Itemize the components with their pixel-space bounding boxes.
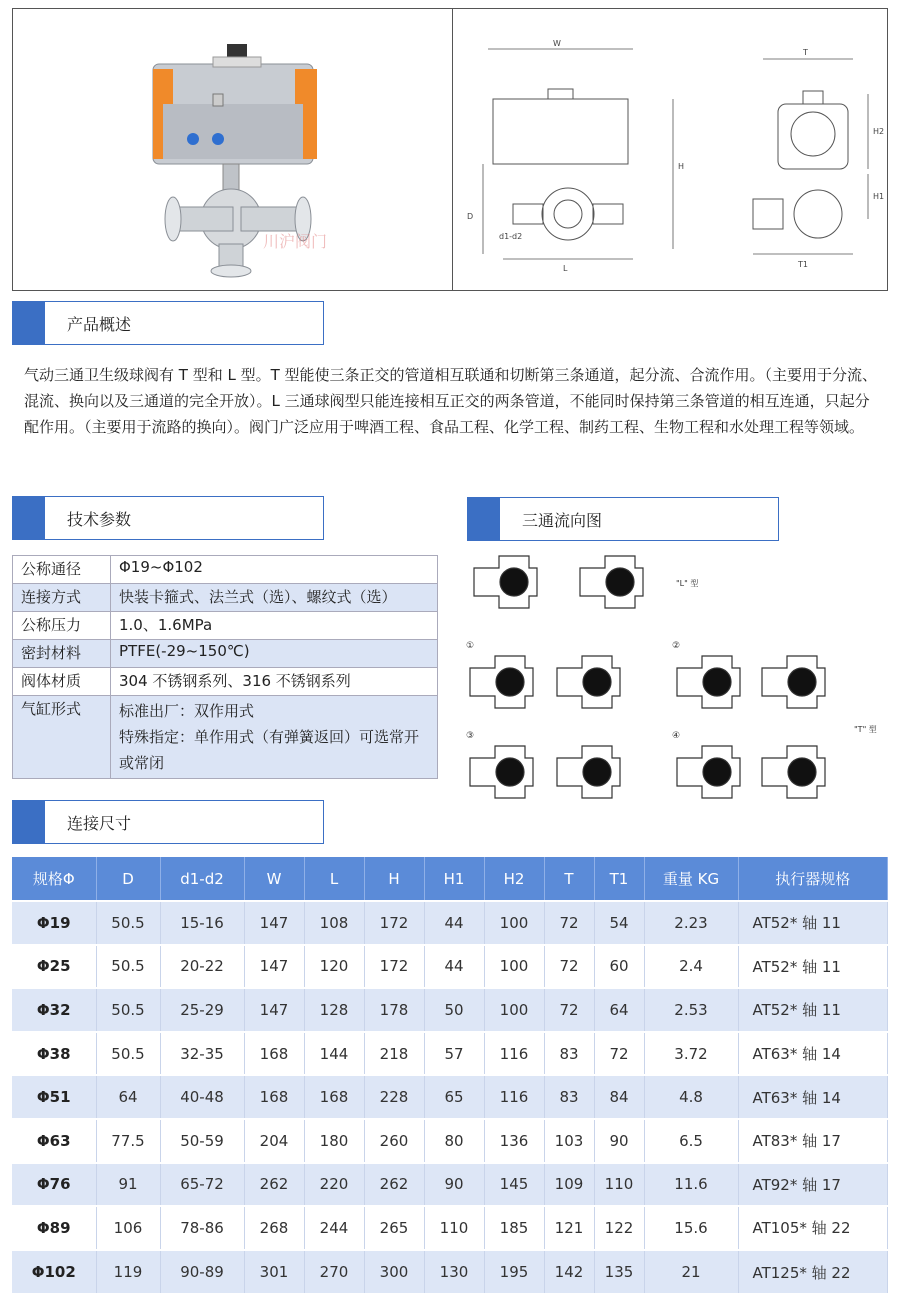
table-cell: 50.5 <box>96 901 160 945</box>
table-cell: 172 <box>364 901 424 945</box>
spec-cell: Φ89 <box>12 1206 96 1250</box>
label-D: D <box>467 212 474 221</box>
table-cell: AT125* 轴 22 <box>738 1250 888 1294</box>
table-cell: 65 <box>424 1075 484 1119</box>
table-cell: 64 <box>594 988 644 1032</box>
param-value: 1.0、1.6MPa <box>111 612 438 640</box>
table-cell: 109 <box>544 1163 594 1207</box>
table-cell: 32-35 <box>160 1032 244 1076</box>
table-cell: 78-86 <box>160 1206 244 1250</box>
table-cell: AT52* 轴 11 <box>738 945 888 989</box>
col-header: T1 <box>594 857 644 901</box>
table-cell: 147 <box>244 901 304 945</box>
table-cell: 2.4 <box>644 945 738 989</box>
col-header: d1-d2 <box>160 857 244 901</box>
col-header: W <box>244 857 304 901</box>
label-H: H <box>678 162 685 171</box>
table-cell: 72 <box>544 945 594 989</box>
label-H2: H2 <box>873 127 885 136</box>
flow-title: 三通流向图 <box>522 510 603 530</box>
table-cell: 25-29 <box>160 988 244 1032</box>
table-cell: AT83* 轴 17 <box>738 1119 888 1163</box>
param-value-line: 标准出厂：双作用式 <box>119 702 255 720</box>
product-photo <box>13 9 453 290</box>
table-cell: 145 <box>484 1163 544 1207</box>
table-cell: 21 <box>644 1250 738 1294</box>
param-key: 公称通径 <box>13 556 111 584</box>
table-cell: 122 <box>594 1206 644 1250</box>
table-cell: 106 <box>96 1206 160 1250</box>
table-cell: 50.5 <box>96 945 160 989</box>
table-cell: 15-16 <box>160 901 244 945</box>
table-cell: 119 <box>96 1250 160 1294</box>
table-cell: 50.5 <box>96 988 160 1032</box>
table-row <box>12 1075 888 1119</box>
dims-title: 连接尺寸 <box>67 813 132 833</box>
spec-cell: Φ51 <box>12 1075 96 1119</box>
table-cell: 135 <box>594 1250 644 1294</box>
table-cell: 262 <box>364 1163 424 1207</box>
table-cell: 40-48 <box>160 1075 244 1119</box>
table-cell: 301 <box>244 1250 304 1294</box>
param-row <box>13 612 438 640</box>
flow-num: ② <box>672 641 681 651</box>
table-cell: AT105* 轴 22 <box>738 1206 888 1250</box>
flow-num: ④ <box>672 731 681 741</box>
col-header: 规格Φ <box>12 857 96 901</box>
dimension-drawing-illustration <box>453 9 889 292</box>
watermark-text: 川沪阀门 <box>263 232 328 251</box>
col-header: H1 <box>424 857 484 901</box>
l-type-label: "L" 型 <box>676 579 699 588</box>
valve-photo-illustration <box>13 9 453 292</box>
table-cell: AT63* 轴 14 <box>738 1032 888 1076</box>
table-cell: 90 <box>594 1119 644 1163</box>
overview-text: 气动三通卫生级球阀有 T 型和 L 型。T 型能使三条正交的管道相互联通和切断第三条通道，起分流、合流作用。（主要用于分流、混流、换向以及三通道的完全开放）。L 三通球阀型只能连接相互正交的两条管道，不能同时保持第三条管道的相互连通，只起分配作用。（主要用于流路的换向）。阀门广泛应用于啤酒工程、食品工程、化学工程、制药工程、生物工程和水处理工程等领域。 <box>24 366 878 436</box>
table-cell: 195 <box>484 1250 544 1294</box>
col-header: H2 <box>484 857 544 901</box>
overview-title: 产品概述 <box>67 314 132 334</box>
param-value: PTFE(-29~150℃) <box>111 640 438 668</box>
col-header: 执行器规格 <box>738 857 888 901</box>
label-H1: H1 <box>873 192 885 201</box>
table-cell: 270 <box>304 1250 364 1294</box>
table-cell: 218 <box>364 1032 424 1076</box>
table-cell: 130 <box>424 1250 484 1294</box>
table-cell: 90 <box>424 1163 484 1207</box>
table-cell: 116 <box>484 1032 544 1076</box>
param-row <box>13 696 438 779</box>
table-cell: 91 <box>96 1163 160 1207</box>
table-cell: 44 <box>424 945 484 989</box>
col-header: L <box>304 857 364 901</box>
param-value: 快装卡箍式、法兰式（选）、螺纹式（选） <box>111 584 438 612</box>
flow-header <box>467 497 779 541</box>
flow-diagram-illustration <box>462 540 892 800</box>
flow-num: ③ <box>466 731 475 741</box>
table-cell: 116 <box>484 1075 544 1119</box>
table-cell: 64 <box>96 1075 160 1119</box>
table-cell: 142 <box>544 1250 594 1294</box>
table-cell: 50 <box>424 988 484 1032</box>
spec-cell: Φ32 <box>12 988 96 1032</box>
label-T1: T1 <box>798 260 808 269</box>
table-cell: 100 <box>484 945 544 989</box>
header-accent-bar <box>13 302 45 344</box>
table-cell: AT92* 轴 17 <box>738 1163 888 1207</box>
table-cell: 147 <box>244 988 304 1032</box>
table-cell: 57 <box>424 1032 484 1076</box>
param-key: 气缸形式 <box>13 696 111 779</box>
table-cell: 172 <box>364 945 424 989</box>
dimension-drawing <box>453 9 889 290</box>
table-row <box>12 1250 888 1294</box>
table-cell: 80 <box>424 1119 484 1163</box>
spec-cell: Φ38 <box>12 1032 96 1076</box>
header-accent-bar <box>468 498 500 540</box>
table-cell: 244 <box>304 1206 364 1250</box>
table-cell: 168 <box>244 1032 304 1076</box>
dimensions-table <box>12 857 888 1293</box>
table-cell: AT52* 轴 11 <box>738 988 888 1032</box>
table-cell: 72 <box>594 1032 644 1076</box>
table-cell: 260 <box>364 1119 424 1163</box>
table-cell: 100 <box>484 988 544 1032</box>
table-cell: 121 <box>544 1206 594 1250</box>
table-cell: 77.5 <box>96 1119 160 1163</box>
param-row <box>13 668 438 696</box>
table-cell: 54 <box>594 901 644 945</box>
table-cell: 83 <box>544 1032 594 1076</box>
overview-header <box>12 301 324 345</box>
table-cell: 220 <box>304 1163 364 1207</box>
col-header: D <box>96 857 160 901</box>
table-cell: 120 <box>304 945 364 989</box>
table-cell: 11.6 <box>644 1163 738 1207</box>
table-cell: 100 <box>484 901 544 945</box>
param-key: 阀体材质 <box>13 668 111 696</box>
table-header-row <box>12 857 888 901</box>
table-row <box>12 945 888 989</box>
label-L: L <box>563 264 568 273</box>
spec-cell: Φ76 <box>12 1163 96 1207</box>
tech-params-table <box>12 555 438 779</box>
table-cell: 90-89 <box>160 1250 244 1294</box>
param-key: 密封材料 <box>13 640 111 668</box>
tech-header <box>12 496 324 540</box>
table-cell: 136 <box>484 1119 544 1163</box>
table-cell: 65-72 <box>160 1163 244 1207</box>
table-cell: 3.72 <box>644 1032 738 1076</box>
table-cell: 128 <box>304 988 364 1032</box>
table-cell: 72 <box>544 988 594 1032</box>
table-cell: 265 <box>364 1206 424 1250</box>
col-header: H <box>364 857 424 901</box>
table-cell: 228 <box>364 1075 424 1119</box>
label-W: W <box>553 39 561 48</box>
table-cell: 50.5 <box>96 1032 160 1076</box>
table-cell: 110 <box>594 1163 644 1207</box>
table-cell: 168 <box>244 1075 304 1119</box>
t-type-label: "T" 型 <box>854 725 877 734</box>
table-cell: 168 <box>304 1075 364 1119</box>
table-row <box>12 1206 888 1250</box>
spec-cell: Φ19 <box>12 901 96 945</box>
param-row <box>13 640 438 668</box>
table-cell: 4.8 <box>644 1075 738 1119</box>
table-cell: 185 <box>484 1206 544 1250</box>
table-cell: 103 <box>544 1119 594 1163</box>
label-T: T <box>803 48 808 57</box>
table-cell: 60 <box>594 945 644 989</box>
param-value <box>111 696 438 779</box>
table-cell: 44 <box>424 901 484 945</box>
table-cell: 15.6 <box>644 1206 738 1250</box>
spec-cell: Φ102 <box>12 1250 96 1294</box>
dims-header <box>12 800 324 844</box>
table-cell: AT52* 轴 11 <box>738 901 888 945</box>
label-d1-d2: d1-d2 <box>499 232 523 241</box>
col-header: 重量 KG <box>644 857 738 901</box>
table-cell: 72 <box>544 901 594 945</box>
table-row <box>12 901 888 945</box>
col-header: T <box>544 857 594 901</box>
table-cell: 6.5 <box>644 1119 738 1163</box>
table-cell: 147 <box>244 945 304 989</box>
table-cell: 50-59 <box>160 1119 244 1163</box>
table-row <box>12 1119 888 1163</box>
table-cell: 180 <box>304 1119 364 1163</box>
table-row <box>12 1032 888 1076</box>
param-key: 公称压力 <box>13 612 111 640</box>
table-cell: 83 <box>544 1075 594 1119</box>
param-value-line: 特殊指定：单作用式（有弹簧返回）可选常开或常闭 <box>119 728 420 772</box>
table-row <box>12 1163 888 1207</box>
table-row <box>12 988 888 1032</box>
flow-num: ① <box>466 641 475 651</box>
table-cell: 2.53 <box>644 988 738 1032</box>
tech-title: 技术参数 <box>67 509 132 529</box>
table-cell: 204 <box>244 1119 304 1163</box>
table-cell: AT63* 轴 14 <box>738 1075 888 1119</box>
table-cell: 268 <box>244 1206 304 1250</box>
table-cell: 144 <box>304 1032 364 1076</box>
table-cell: 300 <box>364 1250 424 1294</box>
table-cell: 262 <box>244 1163 304 1207</box>
product-figure-frame <box>12 8 888 291</box>
param-value: 304 不锈钢系列、316 不锈钢系列 <box>111 668 438 696</box>
table-cell: 178 <box>364 988 424 1032</box>
spec-cell: Φ63 <box>12 1119 96 1163</box>
table-cell: 2.23 <box>644 901 738 945</box>
spec-cell: Φ25 <box>12 945 96 989</box>
table-cell: 20-22 <box>160 945 244 989</box>
flow-diagram <box>462 540 892 800</box>
param-row <box>13 584 438 612</box>
param-key: 连接方式 <box>13 584 111 612</box>
table-cell: 108 <box>304 901 364 945</box>
param-row <box>13 556 438 584</box>
header-accent-bar <box>13 801 45 843</box>
param-value: Φ19~Φ102 <box>111 556 438 584</box>
table-cell: 84 <box>594 1075 644 1119</box>
table-cell: 110 <box>424 1206 484 1250</box>
header-accent-bar <box>13 497 45 539</box>
